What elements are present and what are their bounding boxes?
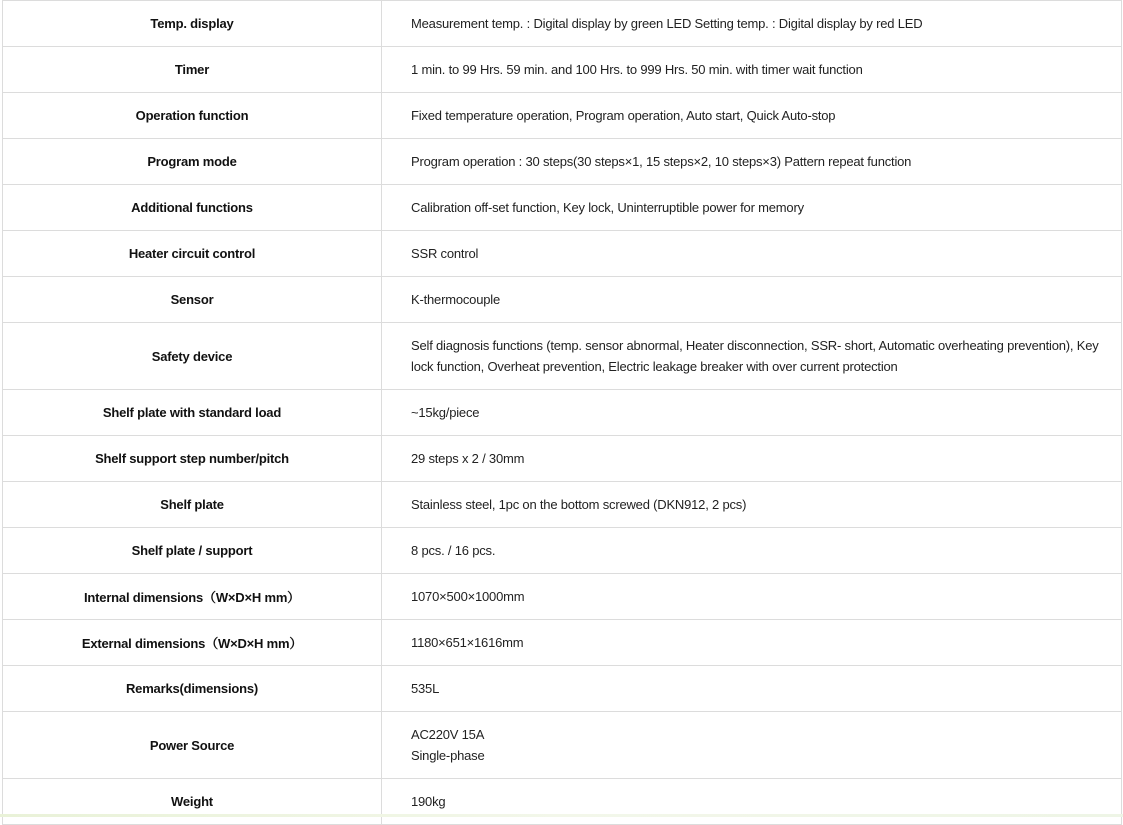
spec-row-shelf-plate-standard-load <box>3 390 1122 436</box>
spec-label: Heater circuit control <box>3 231 382 277</box>
spec-value <box>382 712 1122 779</box>
spec-label: Shelf support step number/pitch <box>3 436 382 482</box>
spec-value: Fixed temperature operation, Program operation, Auto start, Quick Auto-stop <box>382 93 1122 139</box>
spec-label: Additional functions <box>3 185 382 231</box>
spec-row-remarks-dimensions <box>3 666 1122 712</box>
spec-value-line: Single-phase <box>411 748 485 763</box>
spec-value: 8 pcs. / 16 pcs. <box>382 528 1122 574</box>
spec-value: ~15kg/piece <box>382 390 1122 436</box>
spec-label: Temp. display <box>3 1 382 47</box>
spec-row-power-source <box>3 712 1122 779</box>
spec-table <box>2 0 1122 825</box>
spec-row-heater-circuit-control <box>3 231 1122 277</box>
spec-row-shelf-plate <box>3 482 1122 528</box>
spec-value: Program operation : 30 steps(30 steps×1, 15 steps×2, 10 steps×3) Pattern repeat function <box>382 139 1122 185</box>
spec-value: 1 min. to 99 Hrs. 59 min. and 100 Hrs. to 999 Hrs. 50 min. with timer wait function <box>382 47 1122 93</box>
spec-value: K-thermocouple <box>382 277 1122 323</box>
spec-label: Operation function <box>3 93 382 139</box>
spec-label: Shelf plate / support <box>3 528 382 574</box>
spec-label: External dimensions（W×D×H mm） <box>3 620 382 666</box>
spec-row-shelf-plate-support <box>3 528 1122 574</box>
spec-row-internal-dimensions <box>3 574 1122 620</box>
spec-row-additional-functions <box>3 185 1122 231</box>
spec-value: 190kg <box>382 779 1122 825</box>
spec-value: Measurement temp. : Digital display by green LED Setting temp. : Digital display by red LED <box>382 1 1122 47</box>
spec-value: 1180×651×1616mm <box>382 620 1122 666</box>
spec-row-timer <box>3 47 1122 93</box>
spec-label: Remarks(dimensions) <box>3 666 382 712</box>
spec-row-external-dimensions <box>3 620 1122 666</box>
spec-value: 535L <box>382 666 1122 712</box>
spec-value: Stainless steel, 1pc on the bottom screwed (DKN912, 2 pcs) <box>382 482 1122 528</box>
spec-value-line: AC220V 15A <box>411 727 485 742</box>
spec-row-sensor <box>3 277 1122 323</box>
spec-label: Power Source <box>3 712 382 779</box>
spec-label: Shelf plate with standard load <box>3 390 382 436</box>
spec-label: Weight <box>3 779 382 825</box>
spec-label: Program mode <box>3 139 382 185</box>
spec-value: SSR control <box>382 231 1122 277</box>
spec-label: Internal dimensions（W×D×H mm） <box>3 574 382 620</box>
spec-label: Sensor <box>3 277 382 323</box>
spec-value: 29 steps x 2 / 30mm <box>382 436 1122 482</box>
spec-row-temp-display <box>3 1 1122 47</box>
spec-row-weight <box>3 779 1122 825</box>
spec-label: Shelf plate <box>3 482 382 528</box>
spec-row-safety-device <box>3 323 1122 390</box>
spec-row-program-mode <box>3 139 1122 185</box>
spec-value: Calibration off-set function, Key lock, Uninterruptible power for memory <box>382 185 1122 231</box>
spec-value: 1070×500×1000mm <box>382 574 1122 620</box>
spec-row-shelf-support-step <box>3 436 1122 482</box>
spec-label: Safety device <box>3 323 382 390</box>
spec-row-operation-function <box>3 93 1122 139</box>
spec-value: Self diagnosis functions (temp. sensor abnormal, Heater disconnection, SSR- short, Automatic overheating prevention), Key lock function, Overheat prevention, Electric leakage breaker with over current protection <box>382 323 1122 390</box>
spec-label: Timer <box>3 47 382 93</box>
